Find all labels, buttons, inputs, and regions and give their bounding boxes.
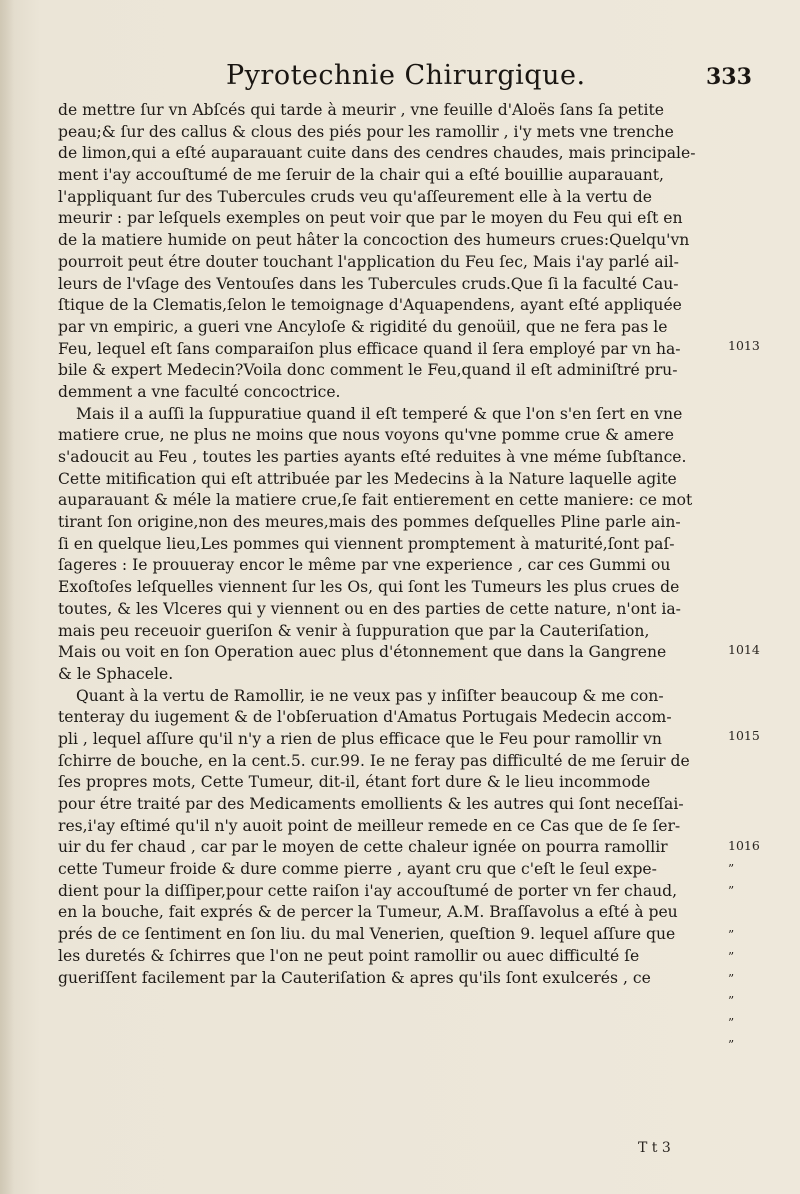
quote-mark: ” xyxy=(728,862,735,876)
text-line: cette Tumeur froide & dure comme pierre , ayant cru que c'eſt le ſeul expe- xyxy=(58,860,657,879)
quote-mark: ” xyxy=(728,972,735,986)
text-line: de mettre ſur vn Abſcés qui tarde à meurir , vne feuille d'Aloës ſans ſa petite xyxy=(58,101,664,119)
margin-note: 1014 xyxy=(728,642,760,657)
text-line: les duretés & ſchirres que l'on ne peut point ramollir ou auec difficulté ſe xyxy=(58,946,640,965)
text-line: Mais ou voit en ſon Operation auec plus d'étonnement que dans la Gangrene xyxy=(58,643,667,662)
text-line: demment a vne faculté concoctrice. xyxy=(58,382,341,401)
margin-note: 1015 xyxy=(728,728,760,743)
text-line: res,i'ay eſtimé qu'il n'y auoit point de meilleur remede en ce Cas que de ſe ſer- xyxy=(58,816,681,835)
quote-mark: ” xyxy=(728,994,735,1008)
text-line: pli , lequel aſſure qu'il n'y a rien de plus efficace que le Feu pour ramollir vn xyxy=(58,729,662,748)
text-line: par vn empiric, a gueri vne Ancyloſe & rigidité du genoüil, que ne fera pas le xyxy=(58,317,668,336)
text-line: Feu, lequel eſt ſans comparaiſon plus efficace quand il ſera employé par vn ha- xyxy=(58,339,681,358)
text-line: dient pour la diſſiper,pour cette raiſon i'ay accouſtumé de porter vn fer chaud, xyxy=(58,881,678,900)
text-line: gueriſſent facilement par la Cauteriſation & apres qu'ils ſont exulcerés , ce xyxy=(58,968,651,987)
text-line: bile & expert Medecin?Voila donc comment le Feu,quand il eſt adminiſtré pru- xyxy=(58,361,678,380)
running-title: Pyrotechnie Chirurgique. xyxy=(226,60,586,91)
text-line: pourroit peut étre douter touchant l'application du Feu ſec, Mais i'ay parlé ail- xyxy=(58,252,679,271)
text-line: meurir : par leſquels exemples on peut voir que par le moyen du Feu qui eſt en xyxy=(58,209,683,228)
text-line: tenteray du iugement & de l'obſeruation d'Amatus Portugais Medecin accom- xyxy=(58,708,672,727)
signature-mark: T t 3 xyxy=(638,1140,671,1156)
quote-mark: ” xyxy=(728,950,735,964)
text-line: toutes, & les Vlceres qui y viennent ou en des parties de cette nature, n'ont ia- xyxy=(58,599,681,618)
body-text xyxy=(58,100,710,989)
text-line: ſtique de la Clematis,ſelon le temoignage d'Aquapendens, ayant eſté appliquée xyxy=(58,296,682,315)
text-line: ſes propres mots, Cette Tumeur, dit-il, étant fort dure & le lieu incommode xyxy=(58,773,651,792)
text-line: ſi en quelque lieu,Les pommes qui viennent promptement à maturité,ſont paſ- xyxy=(58,534,675,553)
text-line: pour étre traité par des Medicaments emollients & les autres qui ſont neceſſai- xyxy=(58,795,684,813)
paragraph-start-line: Mais il a auſſi la ſuppuratiue quand il eſt temperé & que l'on s'en ſert en vne xyxy=(76,404,683,423)
text-line: uir du fer chaud , car par le moyen de cette chaleur ignée on pourra ramollir xyxy=(58,838,668,857)
text-line: en la bouche, fait exprés & de percer la Tumeur, A.M. Braſſavolus a eſté à peu xyxy=(58,903,678,922)
text-line: Cette mitification qui eſt attribuée par les Medecins à la Nature laquelle agite xyxy=(58,469,677,488)
text-line: matiere crue, ne plus ne moins que nous voyons qu'vne pomme crue & amere xyxy=(58,426,674,445)
text-line: s'adoucit au Feu , toutes les parties ayants eſté reduites à vne méme ſubſtance. xyxy=(58,448,687,466)
text-line: l'appliquant ſur des Tubercules cruds veu qu'aſſeurement elle à la vertu de xyxy=(58,187,653,206)
page-number: 333 xyxy=(706,64,752,90)
text-line: ſchirre de bouche, en la cent.5. cur.99. Ie ne feray pas difficulté de me ſeruir de xyxy=(58,751,690,770)
margin-note: 1013 xyxy=(728,338,760,353)
text-line: auparauant & méle la matiere crue,ſe fait entierement en cette maniere: ce mot xyxy=(58,491,693,510)
text-line: & le Sphacele. xyxy=(58,664,174,683)
text-line: ſageres : Ie prouueray encor le même par vne experience , car ces Gummi ou xyxy=(58,556,671,575)
page-spine-shadow xyxy=(0,0,14,1194)
quote-mark: ” xyxy=(728,1038,735,1052)
text-line: peau;& ſur des callus & clous des piés pour les ramollir , i'y mets vne trenche xyxy=(58,122,674,141)
quote-mark: ” xyxy=(728,884,735,898)
text-line: ment i'ay accouſtumé de me ſeruir de la chair qui a eſté bouillie auparauant, xyxy=(58,166,664,185)
running-head xyxy=(0,60,800,100)
paragraph-start-line: Quant à la vertu de Ramollir, ie ne veux pas y inſiſter beaucoup & me con- xyxy=(76,686,664,705)
text-line: Exoſtoſes leſquelles viennent ſur les Os, qui ſont les Tumeurs les plus crues de xyxy=(58,578,680,597)
text-line: leurs de l'vſage des Ventouſes dans les Tubercules cruds.Que ſi la faculté Cau- xyxy=(58,274,679,293)
text-line: de limon,qui a eſté auparauant cuite dans des cendres chaudes, mais principale- xyxy=(58,144,696,163)
text-line: prés de ce ſentiment en ſon liu. du mal Venerien, queſtion 9. lequel aſſure que xyxy=(58,925,676,944)
text-line: de la matiere humide on peut hâter la concoction des humeurs crues:Quelqu'vn xyxy=(58,231,690,250)
margin-note: 1016 xyxy=(728,838,760,853)
text-line: mais peu receuoir gueriſon & venir à ſuppuration que par la Cauteriſation, xyxy=(58,621,650,640)
quote-mark: ” xyxy=(728,1016,735,1030)
quote-mark: ” xyxy=(728,928,735,942)
text-line: tirant ſon origine,non des meures,mais des pommes deſquelles Pline parle ain- xyxy=(58,513,681,532)
